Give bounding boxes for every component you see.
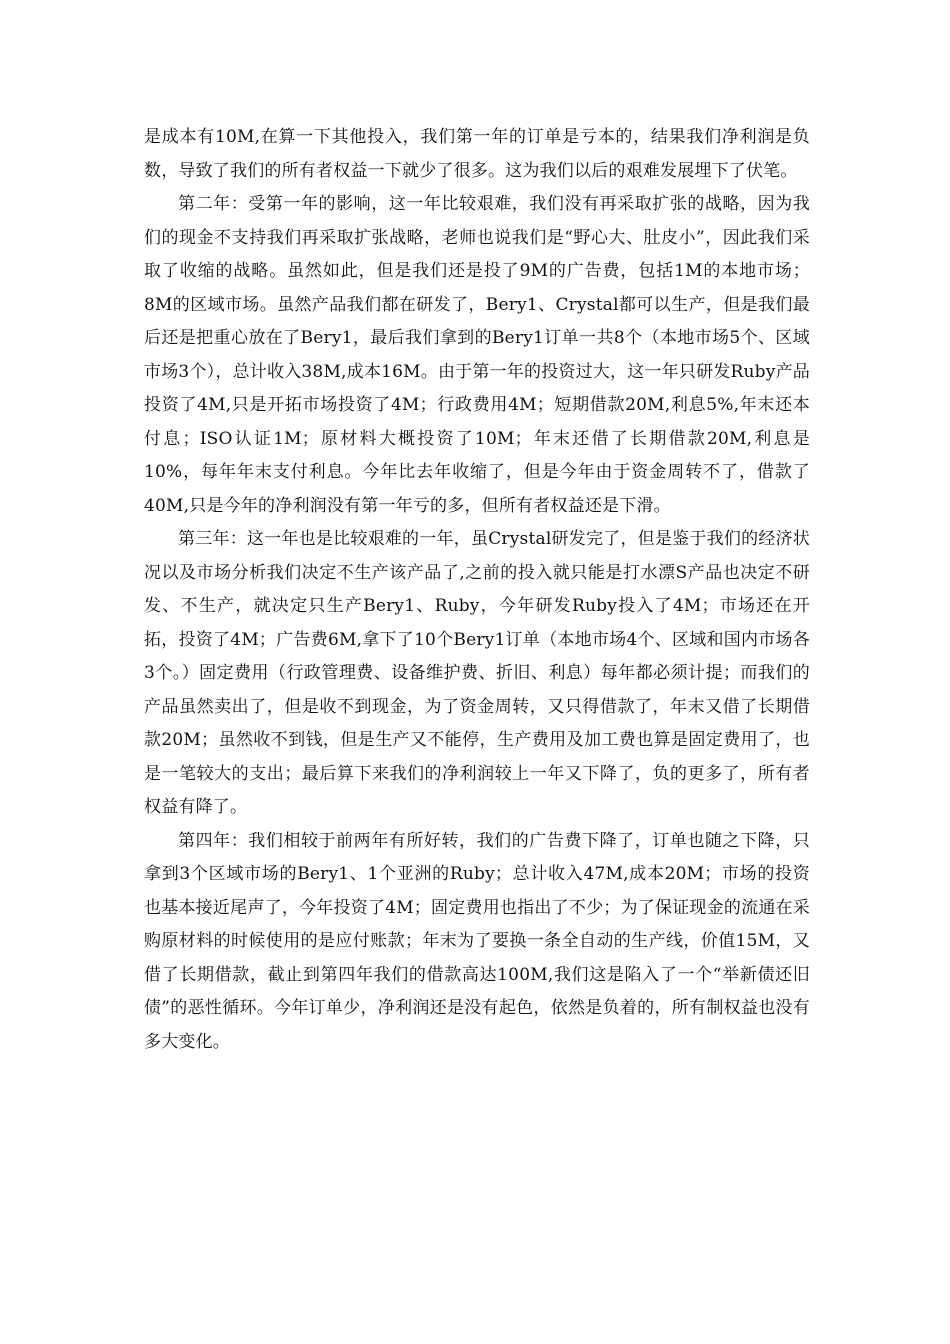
paragraph-year-two: 第二年：受第一年的影响，这一年比较艰难，我们没有再采取扩张的战略，因为我们的现金不支持我们再采取扩张战略，老师也说我们是“野心大、肚皮小”，因此我们采取了收缩的战略。虽然如此，但是我们还是投了9M的广告费，包括1M的本地市场；8M的区域市场。虽然产品我们都在研发了，Bery1、Crystal都可以生产，但是我们最后还是把重心放在了Bery1，最后我们拿到的Bery1订单一共8个（本地市场5个、区域市场3个），总计收入38M,成本16M。由于第一年的投资过大，这一年只研发Ruby产品投资了4M,只是开拓市场投资了4M；行政费用4M；短期借款20M,利息5%,年末还本付息；ISO认证1M；原材料大概投资了10M；年末还借了长期借款20M,利息是10%，每年年末支付利息。今年比去年收缩了，但是今年由于资金周转不了，借款了40M,只是今年的净利润没有第一年亏的多，但所有者权益还是下滑。 [144, 194, 810, 516]
paragraph-year-three: 第三年：这一年也是比较艰难的一年，虽Crystal研发完了，但是鉴于我们的经济状况以及市场分析我们决定不生产该产品了,之前的投入就只能是打水漂S产品也决定不研发、不生产，就决定只生产Bery1、Ruby，今年研发Ruby投入了4M；市场还在开拓，投资了4M；广告费6M,拿下了10个Bery1订单（本地市场4个、区域和国内市场各3个。）固定费用（行政管理费、设备维护费、折旧、利息）每年都必须计提；而我们的产品虽然卖出了，但是收不到现金，为了资金周转，又只得借款了，年末又借了长期借款20M；虽然收不到钱，但是生产又不能停，生产费用及加工费也算是固定费用了，也是一笔较大的支出；最后算下来我们的净利润较上一年又下降了，负的更多了，所有者权益有降了。 [144, 529, 810, 817]
paragraph-year-four: 第四年：我们相较于前两年有所好转，我们的广告费下降了，订单也随之下降，只拿到3个区域市场的Bery1、1个亚洲的Ruby；总计收入47M,成本20M；市场的投资也基本接近尾声了，今年投资了4M；固定费用也指出了不少；为了保证现金的流通在采购原材料的时候使用的是应付账款；年末为了要换一条全自动的生产线，价值15M，又借了长期借款，截止到第四年我们的借款高达100M,我们这是陷入了一个“举新债还旧债”的恶性循环。今年订单少，净利润还是没有起色，依然是负着的，所有制权益也没有多大变化。 [144, 830, 810, 1052]
paragraph-continued: 是成本有10M,在算一下其他投入，我们第一年的订单是亏本的，结果我们净利润是负数，导致了我们的所有者权益一下就少了很多。这为我们以后的艰难发展埋下了伏笔。 [144, 127, 810, 181]
document-body [144, 121, 810, 1059]
